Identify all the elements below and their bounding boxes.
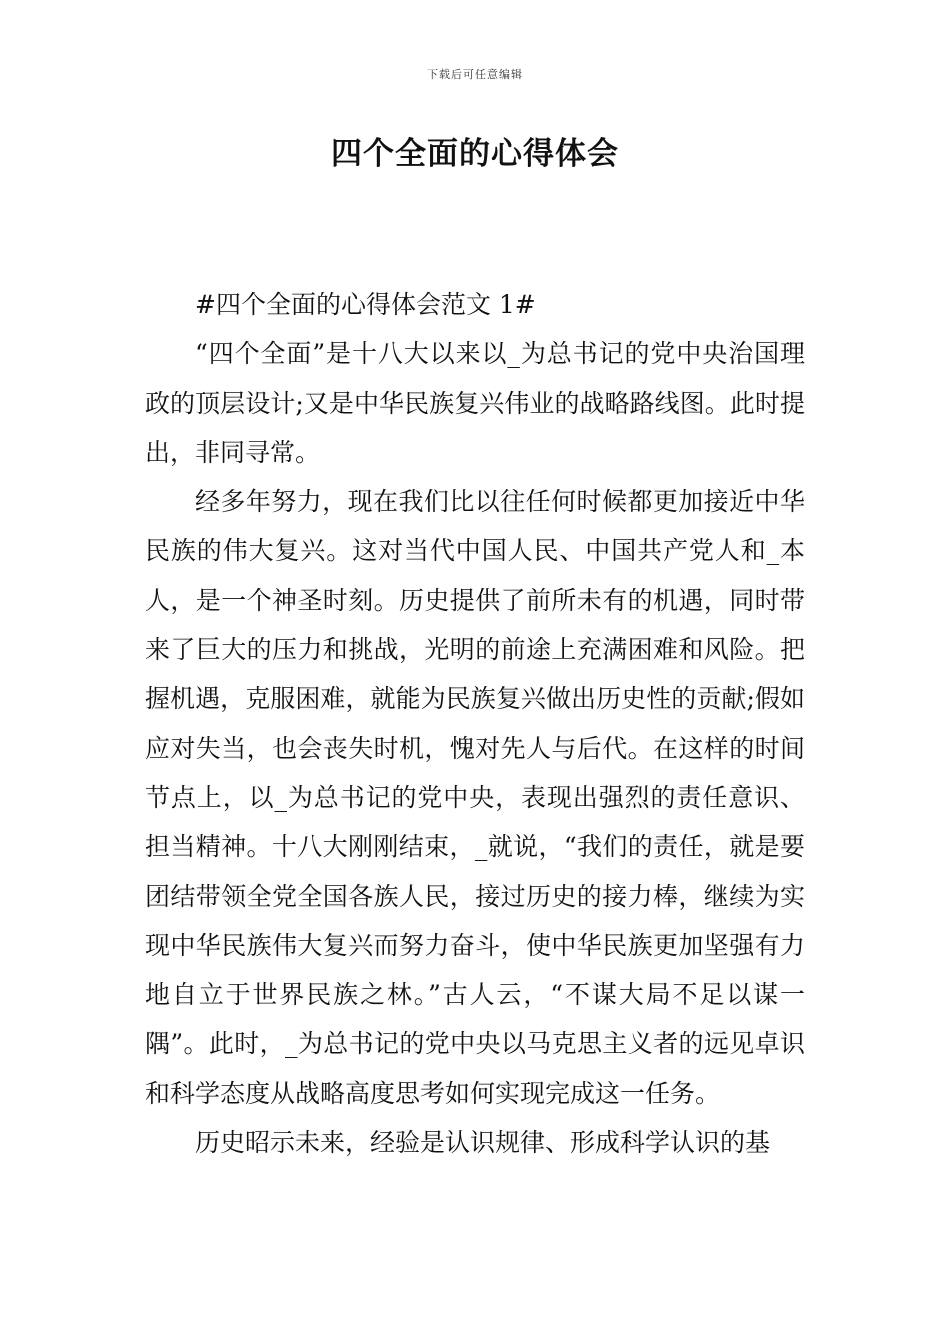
header-note: 下载后可任意编辑 (427, 68, 523, 81)
paragraph: 经多年努力，现在我们比以往任何时候都更加接近中华民族的伟大复兴。这对当代中国人民、中国共产党人和_本人，是一个神圣时刻。历史提供了前所未有的机遇，同时带来了巨大的压力和挑战，光明的前途上充满困难和风险。把握机遇，克服困难，就能为民族复兴做出历史性的贡献;假如应对失当，也会丧失时机，愧对先人与后代。在这样的时间节点上，以_为总书记的党中央，表现出强烈的责任意识、担当精神。十八大刚刚结束，_就说，“我们的责任，就是要团结带领全党全国各族人民，接过历史的接力棒，继续为实现中华民族伟大复兴而努力奋斗，使中华民族更加坚强有力地自立于世界民族之林。”古人云，“不谋大局不足以谋一隅”。此时，_为总书记的党中央以马克思主义者的远见卓识和科学态度从战略高度思考如何实现完成这一任务。 (145, 487, 805, 1108)
document-body (145, 280, 805, 1167)
paragraph: “四个全面”是十八大以来以_为总书记的党中央治国理政的顶层设计;又是中华民族复兴伟业的战略路线图。此时提出，非同寻常。 (145, 339, 805, 467)
section-heading: #四个全面的心得体会范文 1# (195, 290, 536, 319)
paragraph: 历史昭示未来，经验是认识规律、形成科学认识的基 (195, 1128, 771, 1158)
document-title: 四个全面的心得体会 (331, 136, 619, 172)
